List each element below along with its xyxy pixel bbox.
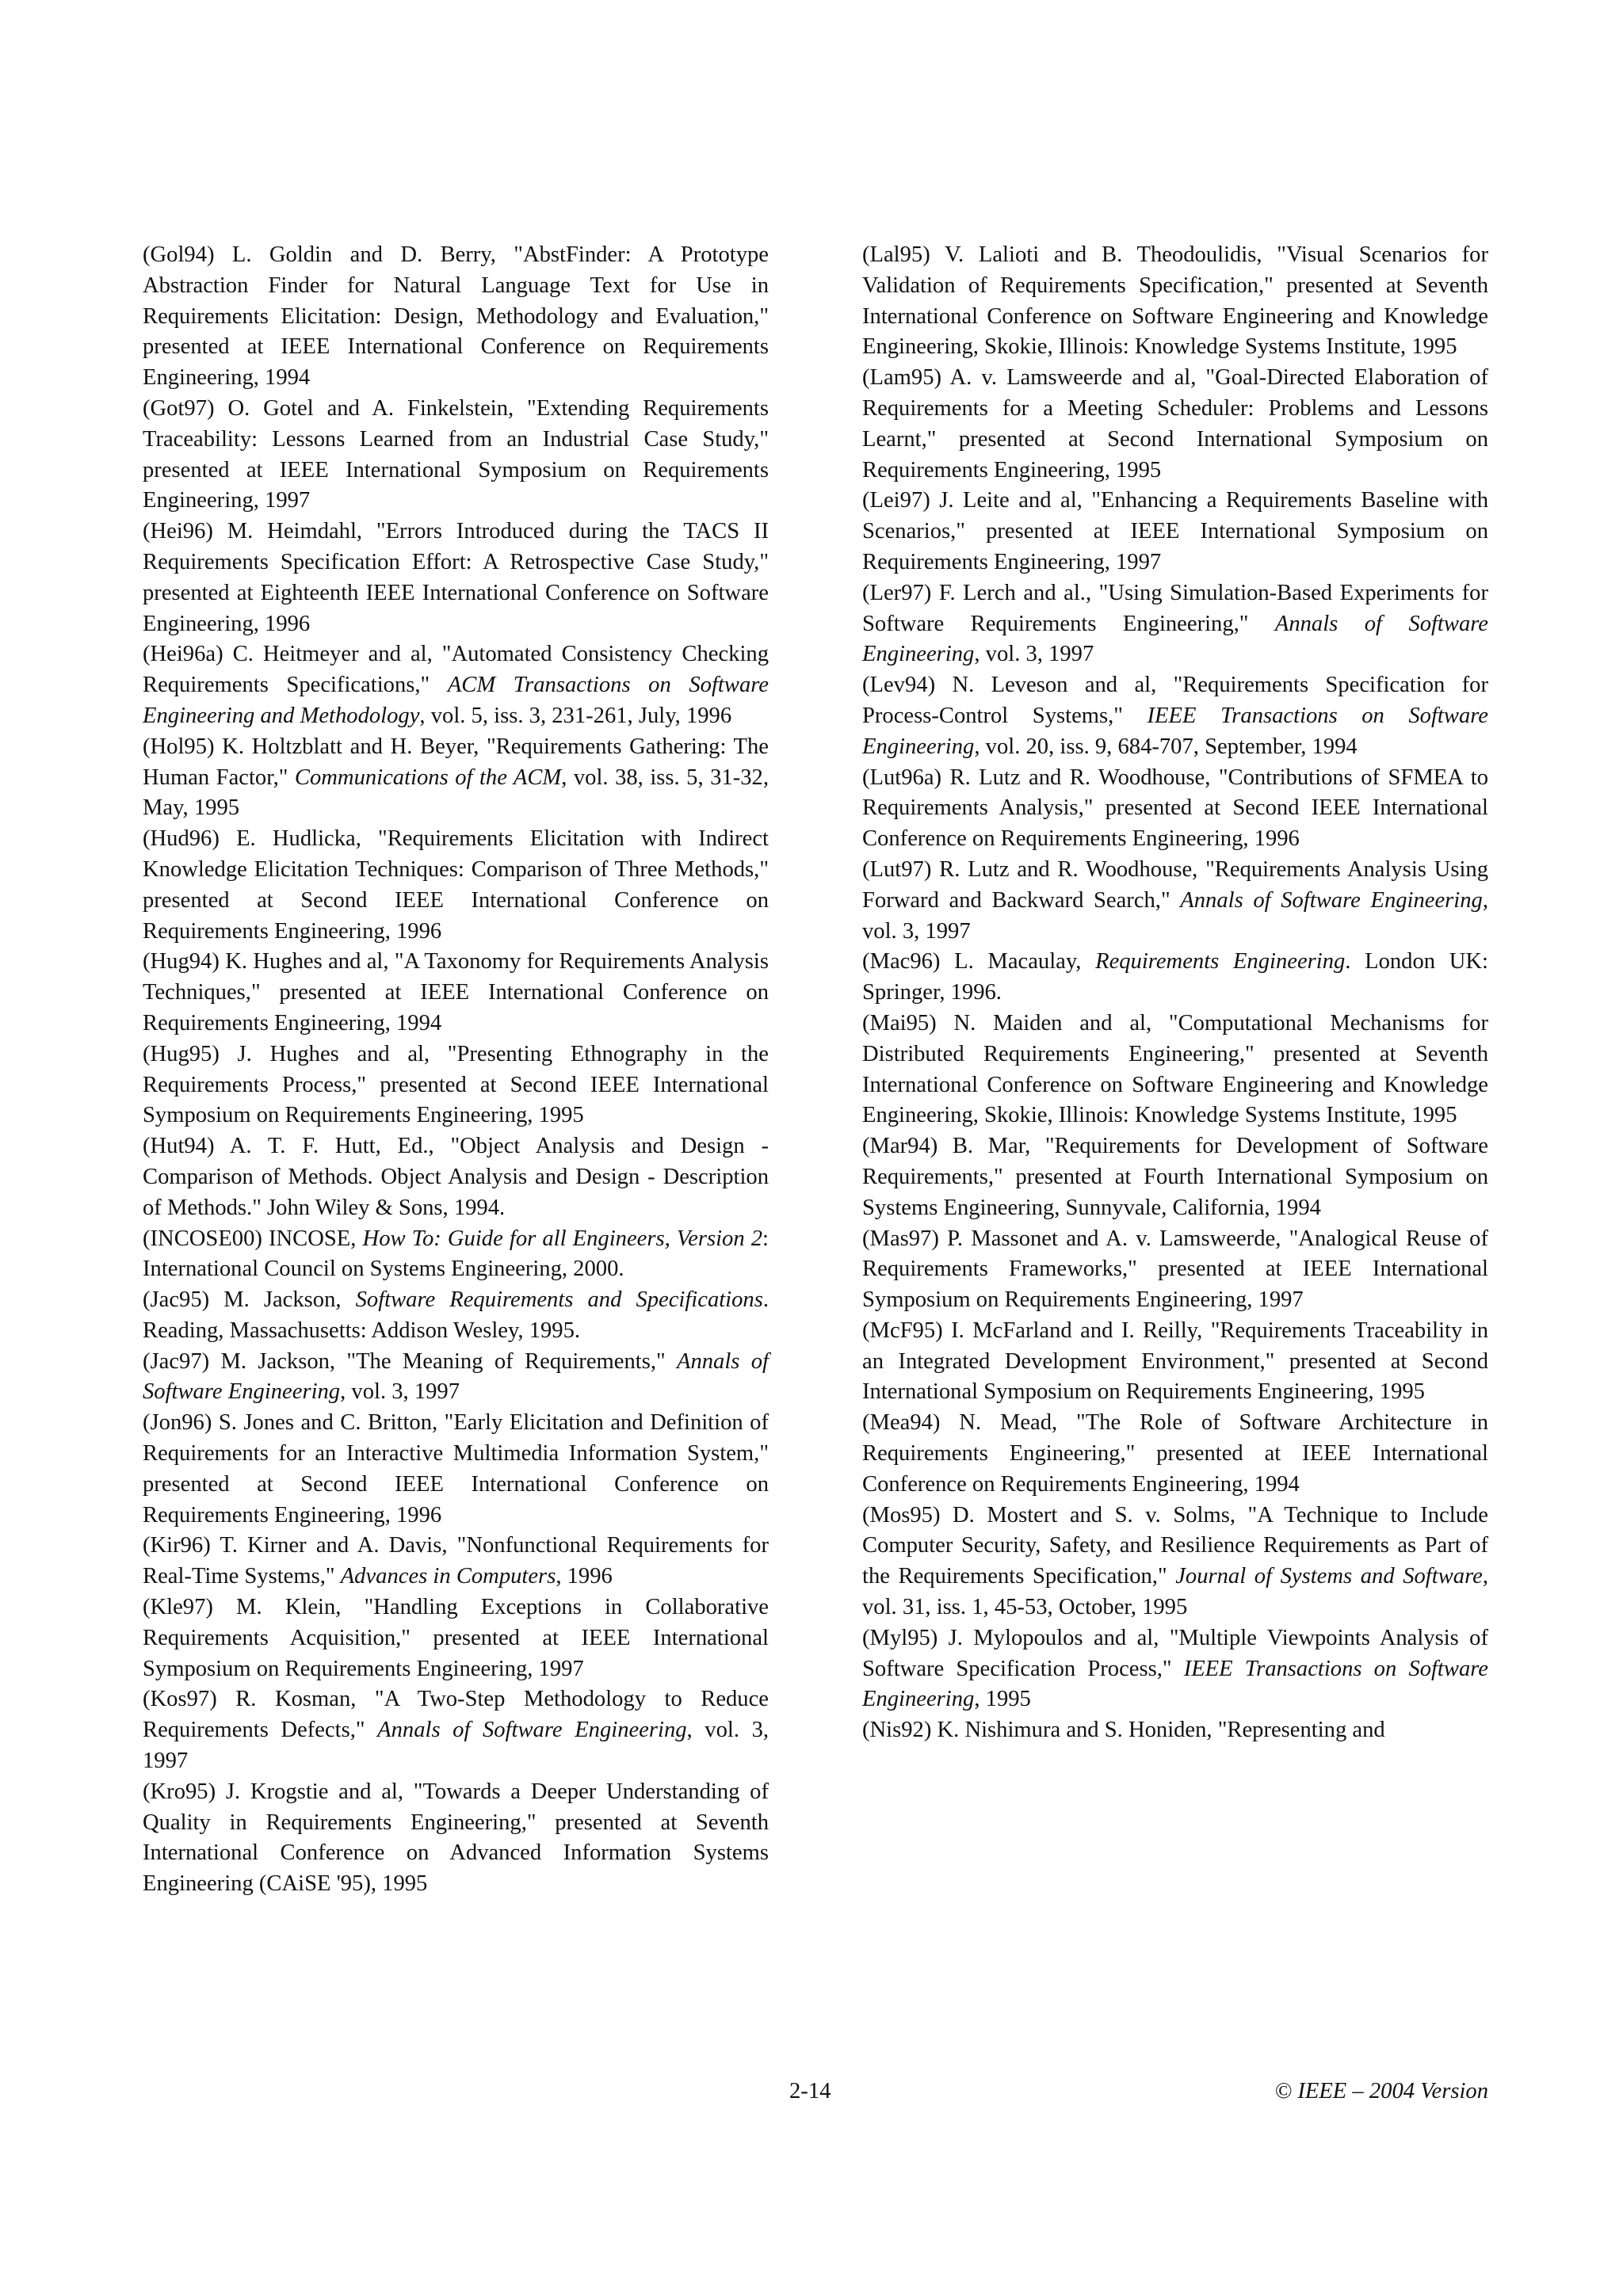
reference-details: , 1995 — [974, 1687, 1031, 1712]
reference-source: Communications of the ACM — [294, 765, 562, 790]
reference-entry — [862, 855, 1488, 947]
reference-text: (Nis92) K. Nishimura and S. Honiden, "Representing and — [862, 1718, 1385, 1743]
reference-text: (Hug94) K. Hughes and al, "A Taxonomy for Requirements Analysis Techniques," presented at IEEE International Conference on Requirements Engineering, 1994 — [143, 949, 769, 1035]
reference-text: (Hug95) J. Hughes and al, "Presenting Ethnography in the Requirements Process," presented at Second IEEE International Symposium on Requirements Engineering, 1995 — [143, 1041, 769, 1128]
reference-text: (Hei96) M. Heimdahl, "Errors Introduced during the TACS II Requirements Specification Effort: A Retrospective Case Study," presented at Eighteenth IEEE International Conference on Software Engineering, 1996 — [143, 519, 769, 636]
reference-entry — [143, 1531, 769, 1592]
reference-text: (Lut97) R. Lutz and R. Woodhouse, "Requirements Analysis Using Forward and Backward Search," — [862, 856, 1488, 913]
reference-source: IEEE Transactions on Software Engineering — [862, 703, 1488, 759]
reference-entry — [862, 240, 1488, 363]
reference-text: (Kle97) M. Klein, "Handling Exceptions in Collaborative Requirements Acquisition," presented at IEEE International Symposium on Requirements Engineering, 1997 — [143, 1595, 769, 1681]
reference-text: (Gol94) L. Goldin and D. Berry, "AbstFinder: A Prototype Abstraction Finder for Natural Language Text for Use in Requirements Elicitation: Design, Methodology and Evaluation," presented at IEEE International Conference on Requirements Engineering, 1994 — [143, 242, 769, 391]
reference-text: (Jac97) M. Jackson, "The Meaning of Requirements," — [143, 1348, 677, 1374]
reference-text: (McF95) I. McFarland and I. Reilly, "Requirements Traceability in an Integrated Development Environment," presented at Second International Symposium on Requirements Engineering, 1995 — [862, 1318, 1488, 1405]
reference-source: Annals of Software Engineering — [862, 611, 1489, 667]
reference-source: Annals of Software Engineering — [377, 1718, 687, 1743]
reference-text: (Ler97) F. Lerch and al., "Using Simulation-Based Experiments for Software Requirements Engineering," — [862, 580, 1488, 636]
reference-source: How To: Guide for all Engineers, Version 2 — [362, 1226, 763, 1251]
references-left-column — [143, 240, 769, 1900]
reference-details: , vol. 5, iss. 3, 231-261, July, 1996 — [419, 703, 732, 728]
reference-text: (Mai95) N. Maiden and al, "Computational Mechanisms for Distributed Requirements Engineering," presented at Seventh International Conference on Software Engineering and Knowledge Engineering, Skokie, Illinois: Knowledge Systems Institute, 1995 — [862, 1010, 1488, 1128]
reference-details: . London UK: Springer, 1996. — [862, 949, 1488, 1005]
reference-text: (Myl95) J. Mylopoulos and al, "Multiple Viewpoints Analysis of Software Specification Process," — [862, 1625, 1488, 1681]
reference-entry — [862, 1715, 1488, 1746]
reference-text: (Lam95) A. v. Lamsweerde and al, "Goal-Directed Elaboration of Requirements for a Meeting Scheduler: Problems and Lessons Learnt," presented at Second International Symposium on Requirements Engineering, 1995 — [862, 365, 1488, 482]
reference-text: (Hud96) E. Hudlicka, "Requirements Elicitation with Indirect Knowledge Elicitation Techniques: Comparison of Three Methods," presented at Second IEEE International Conference on Requirements Engineering, 1996 — [143, 826, 769, 944]
reference-text: (Hol95) K. Holtzblatt and H. Beyer, "Requirements Gathering: The Human Factor," — [143, 734, 769, 790]
reference-entry — [143, 1285, 769, 1347]
reference-entry — [862, 670, 1488, 762]
reference-entry — [143, 1039, 769, 1131]
reference-details: , vol. 3, 1997 — [862, 887, 1488, 944]
reference-text: (Lal95) V. Lalioti and B. Theodoulidis, "Visual Scenarios for Validation of Requirements Specification," presented at Seventh International Conference on Software Engineering and Knowledge Engineering, Skokie, Illinois: Knowledge Systems Institute, 1995 — [862, 242, 1488, 360]
reference-entry — [143, 517, 769, 639]
reference-entry — [143, 824, 769, 947]
reference-details: , vol. 38, iss. 5, 31-32, May, 1995 — [143, 765, 769, 821]
reference-details: : International Council on Systems Engineering, 2000. — [143, 1226, 769, 1282]
reference-source: Requirements Engineering — [1095, 949, 1346, 974]
reference-text: (Mar94) B. Mar, "Requirements for Development of Software Requirements," presented at Fourth International Symposium on Systems Engineering, Sunnyvale, California, 1994 — [862, 1134, 1488, 1220]
reference-text: (Hut94) A. T. F. Hutt, Ed., "Object Analysis and Design - Comparison of Methods. Object Analysis and Design - Description of Methods." John Wiley & Sons, 1994. — [143, 1134, 769, 1220]
reference-entry — [143, 639, 769, 731]
reference-entry — [143, 1131, 769, 1223]
reference-entry — [862, 1623, 1488, 1715]
reference-entry — [143, 1347, 769, 1409]
page-number: 2-14 — [789, 2079, 831, 2103]
reference-entry — [862, 363, 1488, 486]
reference-source: IEEE Transactions on Software Engineering — [862, 1656, 1489, 1712]
reference-entry — [143, 947, 769, 1039]
reference-source: Software Requirements and Specifications — [355, 1287, 763, 1313]
reference-text: (Jon96) S. Jones and C. Britton, "Early Elicitation and Definition of Requirements for an Interactive Multimedia Information System," presented at Second IEEE International Conference on Requirements Engineering, 1996 — [143, 1410, 769, 1527]
reference-source: Annals of Software Engineering — [143, 1348, 769, 1405]
reference-source: Advances in Computers — [340, 1564, 556, 1589]
reference-text: (Mac96) L. Macaulay, — [862, 949, 1096, 974]
reference-entry — [143, 1777, 769, 1900]
reference-text: (Kir96) T. Kirner and A. Davis, "Nonfunctional Requirements for Real-Time Systems," — [143, 1533, 769, 1589]
reference-details: , vol. 3, 1997 — [340, 1379, 460, 1405]
reference-text: (Got97) O. Gotel and A. Finkelstein, "Extending Requirements Traceability: Lessons Learned from an Industrial Case Study," presented at IEEE International Symposium on Requirements Engineering, 1997 — [143, 395, 769, 513]
reference-text: (Hei96a) C. Heitmeyer and al, "Automated Consistency Checking Requirements Specifications," — [143, 642, 769, 698]
reference-entry — [143, 1224, 769, 1286]
copyright-notice: © IEEE – 2004 Version — [1274, 2079, 1488, 2103]
reference-entry — [143, 240, 769, 394]
reference-entry — [143, 1684, 769, 1776]
reference-details: , vol. 3, 1997 — [143, 1718, 769, 1774]
reference-text: (Lei97) J. Leite and al, "Enhancing a Requirements Baseline with Scenarios," presented at IEEE International Symposium on Requirements Engineering, 1997 — [862, 488, 1488, 574]
reference-entry — [143, 1408, 769, 1531]
reference-details: , 1996 — [556, 1564, 613, 1589]
reference-entry — [862, 1408, 1488, 1500]
reference-text: (Lut96a) R. Lutz and R. Woodhouse, "Contributions of SFMEA to Requirements Analysis," presented at Second IEEE International Conference on Requirements Engineering, 1996 — [862, 765, 1488, 852]
reference-entry — [862, 763, 1488, 855]
reference-entry — [862, 1316, 1488, 1408]
reference-source: Journal of Systems and Software — [1175, 1564, 1483, 1589]
reference-entry — [862, 486, 1488, 578]
references-right-column — [862, 240, 1488, 1746]
reference-details: , vol. 3, 1997 — [974, 642, 1094, 667]
reference-entry — [862, 1501, 1488, 1623]
reference-text: (INCOSE00) INCOSE, — [143, 1226, 363, 1251]
reference-text: (Mos95) D. Mostert and S. v. Solms, "A Technique to Include Computer Security, Safety, and Resilience Requirements as Part of the Requirements Specification," — [862, 1502, 1488, 1589]
reference-text: (Kos97) R. Kosman, "A Two-Step Methodology to Reduce Requirements Defects," — [143, 1687, 769, 1743]
reference-details: . Reading, Massachusetts: Addison Wesley, 1995. — [143, 1287, 769, 1343]
reference-entry — [143, 732, 769, 824]
reference-text: (Kro95) J. Krogstie and al, "Towards a Deeper Understanding of Quality in Requirements Engineering," presented at Seventh International Conference on Advanced Information Systems Engineering (CAiSE '95), 1995 — [143, 1779, 769, 1897]
reference-details: , vol. 20, iss. 9, 684-707, September, 1994 — [974, 734, 1358, 759]
reference-entry — [862, 578, 1488, 670]
reference-text: (Lev94) N. Leveson and al, "Requirements Specification for Process-Control Systems," — [862, 673, 1488, 728]
reference-entry — [862, 947, 1488, 1009]
reference-source: Annals of Software Engineering — [1180, 887, 1483, 913]
reference-source: ACM Transactions on Software Engineering and Methodology — [143, 673, 769, 728]
reference-details: , vol. 31, iss. 1, 45-53, October, 1995 — [862, 1564, 1488, 1620]
reference-text: (Mea94) N. Mead, "The Role of Software Architecture in Requirements Engineering," presented at IEEE International Conference on Requirements Engineering, 1994 — [862, 1410, 1488, 1497]
reference-text: (Jac95) M. Jackson, — [143, 1287, 356, 1313]
reference-entry — [862, 1131, 1488, 1223]
reference-entry — [862, 1224, 1488, 1316]
reference-entry — [143, 394, 769, 517]
reference-text: (Mas97) P. Massonet and A. v. Lamsweerde, "Analogical Reuse of Requirements Frameworks," presented at IEEE International Symposium on Requirements Engineering, 1997 — [862, 1226, 1488, 1313]
reference-entry — [862, 1009, 1488, 1131]
reference-entry — [143, 1592, 769, 1684]
page-footer — [143, 2077, 1488, 2108]
